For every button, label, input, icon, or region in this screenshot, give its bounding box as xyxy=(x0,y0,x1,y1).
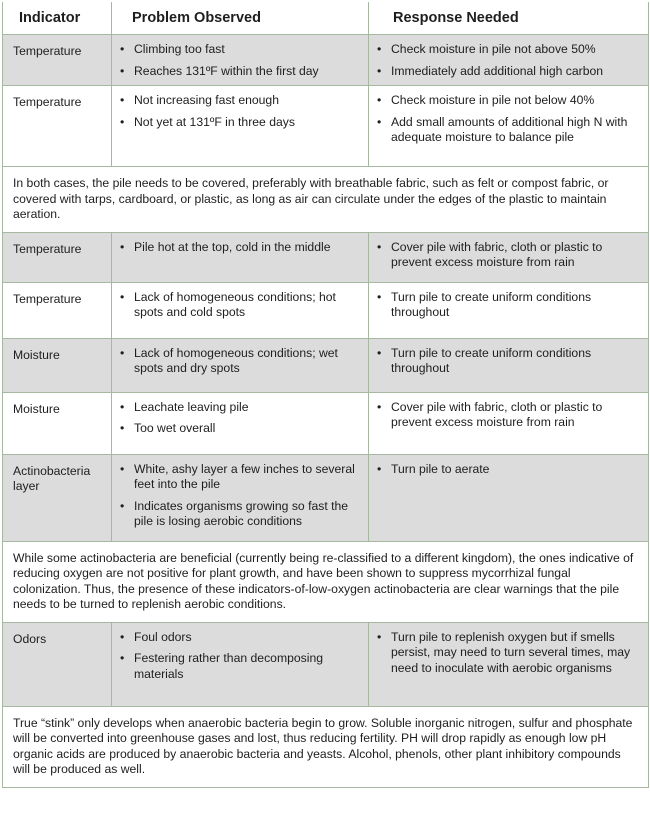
problem-item: • Festering rather than decomposing materials xyxy=(120,651,362,682)
indicator-cell: Odors xyxy=(3,622,112,706)
problem-cell xyxy=(112,392,369,454)
note-row xyxy=(3,706,649,787)
problem-item: • Pile hot at the top, cold in the middle xyxy=(120,240,362,256)
problem-list xyxy=(120,240,362,256)
response-cell xyxy=(369,282,649,338)
response-item: • Check moisture in pile not below 40% xyxy=(377,93,642,109)
problem-item: • Not yet at 131ºF in three days xyxy=(120,115,362,131)
note-text: While some actinobacteria are beneficial (currently being re-classified to a different kingdom), the ones indicative of reducing oxygen are not positive for plant growth, and have been shown to suppress mycorrhizal fungal colonization. Thus, the presence of these indicators-of-low-oxygen actinobacteria are clear warnings that the pile needs to be turned to replenish aerobic conditions. xyxy=(3,541,649,622)
indicator-cell: Temperature xyxy=(3,232,112,282)
table-row xyxy=(3,392,649,454)
table-row xyxy=(3,338,649,392)
compost-troubleshooting-table xyxy=(2,2,649,788)
indicator-cell: Moisture xyxy=(3,338,112,392)
note-row xyxy=(3,541,649,622)
response-list xyxy=(377,462,642,478)
problem-item: • White, ashy layer a few inches to several feet into the pile xyxy=(120,462,362,493)
problem-item: • Too wet overall xyxy=(120,421,362,437)
table-row xyxy=(3,622,649,706)
response-list xyxy=(377,93,642,146)
indicator-cell: Moisture xyxy=(3,392,112,454)
response-item: • Add small amounts of additional high N with adequate moisture to balance pile xyxy=(377,115,642,146)
table-row xyxy=(3,86,649,167)
problem-item: • Not increasing fast enough xyxy=(120,93,362,109)
note-row xyxy=(3,167,649,233)
problem-list xyxy=(120,93,362,130)
indicator-cell: Temperature xyxy=(3,282,112,338)
table-row xyxy=(3,35,649,86)
header-indicator: Indicator xyxy=(3,2,112,35)
problem-list xyxy=(120,290,362,321)
problem-item: • Climbing too fast xyxy=(120,42,362,58)
table-row xyxy=(3,282,649,338)
response-item: • Cover pile with fabric, cloth or plastic to prevent excess moisture from rain xyxy=(377,240,642,271)
problem-item: • Lack of homogeneous conditions; hot spots and cold spots xyxy=(120,290,362,321)
response-item: • Turn pile to create uniform conditions throughout xyxy=(377,346,642,377)
response-item: • Cover pile with fabric, cloth or plastic to prevent excess moisture from rain xyxy=(377,400,642,431)
response-cell xyxy=(369,454,649,541)
table-body xyxy=(3,35,649,788)
indicator-cell: Temperature xyxy=(3,86,112,167)
problem-cell xyxy=(112,232,369,282)
header-problem-observed: Problem Observed xyxy=(112,2,369,35)
header-response-needed: Response Needed xyxy=(369,2,649,35)
problem-item: • Indicates organisms growing so fast the pile is losing aerobic conditions xyxy=(120,499,362,530)
response-cell xyxy=(369,86,649,167)
problem-list xyxy=(120,462,362,530)
problem-cell xyxy=(112,338,369,392)
problem-item: • Lack of homogeneous conditions; wet spots and dry spots xyxy=(120,346,362,377)
indicator-cell: Actinobacteria layer xyxy=(3,454,112,541)
problem-list xyxy=(120,630,362,683)
table-row xyxy=(3,232,649,282)
problem-cell xyxy=(112,35,369,86)
problem-list xyxy=(120,400,362,437)
response-item: • Turn pile to aerate xyxy=(377,462,642,478)
response-item: • Turn pile to replenish oxygen but if smells persist, may need to turn several times, may need to inoculate with aerobic organisms xyxy=(377,630,642,677)
problem-cell xyxy=(112,622,369,706)
problem-list xyxy=(120,42,362,79)
note-text: True “stink” only develops when anaerobic bacteria begin to grow. Soluble inorganic nitrogen, sulfur and phosphate will be converted into greenhouse gases and lost, thus reducing fertility. PH will drop rapidly as enough low pH organic acids are produced by anaerobic bacteria and yeasts. Alcohol, phenols, other plant inhibitory compounds will be produced as well. xyxy=(3,706,649,787)
table-header-row xyxy=(3,2,649,35)
problem-item: • Reaches 131ºF within the first day xyxy=(120,64,362,80)
response-cell xyxy=(369,232,649,282)
problem-cell xyxy=(112,282,369,338)
problem-item: • Leachate leaving pile xyxy=(120,400,362,416)
response-cell xyxy=(369,338,649,392)
response-list xyxy=(377,630,642,677)
problem-cell xyxy=(112,86,369,167)
problem-item: • Foul odors xyxy=(120,630,362,646)
problem-list xyxy=(120,346,362,377)
response-cell xyxy=(369,392,649,454)
response-item: • Check moisture in pile not above 50% xyxy=(377,42,642,58)
note-text: In both cases, the pile needs to be covered, preferably with breathable fabric, such as felt or compost fabric, or covered with tarps, cardboard, or plastic, as long as air can circulate under the edges of the plastic to maintain aeration. xyxy=(3,167,649,233)
response-item: • Immediately add additional high carbon xyxy=(377,64,642,80)
indicator-cell: Temperature xyxy=(3,35,112,86)
response-list xyxy=(377,400,642,431)
response-list xyxy=(377,346,642,377)
problem-cell xyxy=(112,454,369,541)
response-cell xyxy=(369,622,649,706)
response-cell xyxy=(369,35,649,86)
table-row xyxy=(3,454,649,541)
response-list xyxy=(377,290,642,321)
response-list xyxy=(377,42,642,79)
response-item: • Turn pile to create uniform conditions throughout xyxy=(377,290,642,321)
response-list xyxy=(377,240,642,271)
